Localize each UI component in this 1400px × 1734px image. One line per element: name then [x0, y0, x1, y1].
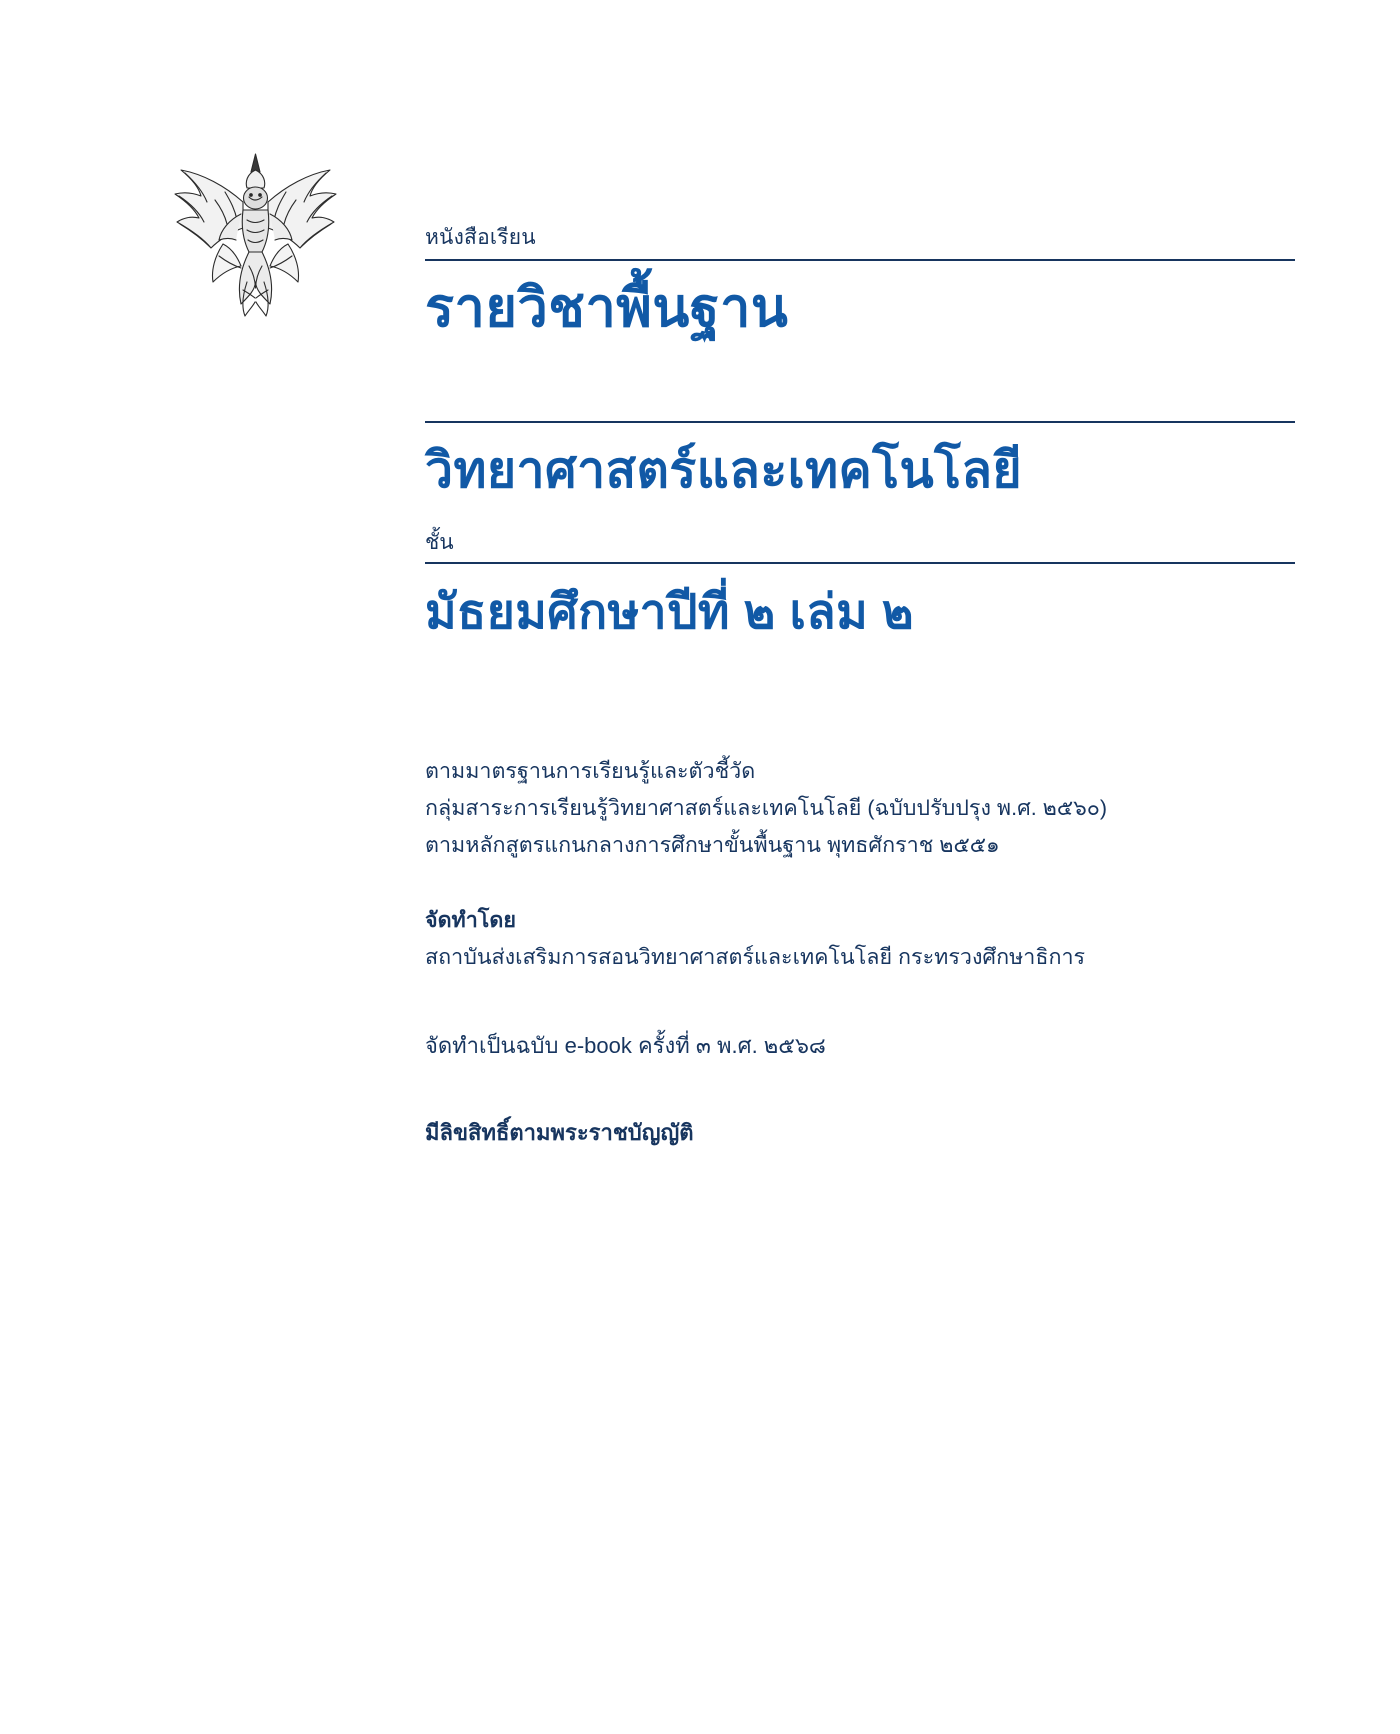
copyright-note: มีลิขสิทธิ์ตามพระราชบัญญัติ — [425, 1119, 694, 1145]
title-subject: วิทยาศาสตร์และเทคโนโลยี — [425, 441, 1023, 498]
divider-top — [425, 259, 1295, 261]
level-label: ชั้น — [425, 531, 454, 555]
garuda-emblem — [163, 140, 348, 340]
kicker-label: หนังสือเรียน — [425, 226, 536, 249]
cover-text-column — [425, 225, 1295, 1150]
edition-note: จัดทำเป็นฉบับ e-book ครั้งที่ ๓ พ.ศ. ๒๕๖๘ — [425, 1032, 826, 1058]
author-block — [425, 902, 1295, 976]
author-label: จัดทำโดย — [425, 907, 516, 932]
standards-line-1: ตามมาตรฐานการเรียนรู้และตัวชี้วัด — [425, 758, 756, 783]
standards-line-3: ตามหลักสูตรแกนกลางการศึกษาขั้นพื้นฐาน พุทธศักราช ๒๕๕๑ — [425, 832, 1000, 857]
title-main: รายวิชาพื้นฐาน — [425, 278, 789, 339]
divider-bottom — [425, 562, 1295, 564]
standards-block — [425, 753, 1295, 864]
author-name: สถาบันส่งเสริมการสอนวิทยาศาสตร์และเทคโนโลยี กระทรวงศึกษาธิการ — [425, 944, 1086, 969]
spacer-b — [425, 501, 1295, 531]
divider-middle — [425, 421, 1295, 423]
spacer-a — [425, 343, 1295, 421]
title-level: มัธยมศึกษาปีที่ ๒ เล่ม ๒ — [425, 586, 914, 640]
standards-line-2: กลุ่มสาระการเรียนรู้วิทยาศาสตร์และเทคโนโลยี (ฉบับปรับปรุง พ.ศ. ๒๕๖๐) — [425, 795, 1108, 820]
